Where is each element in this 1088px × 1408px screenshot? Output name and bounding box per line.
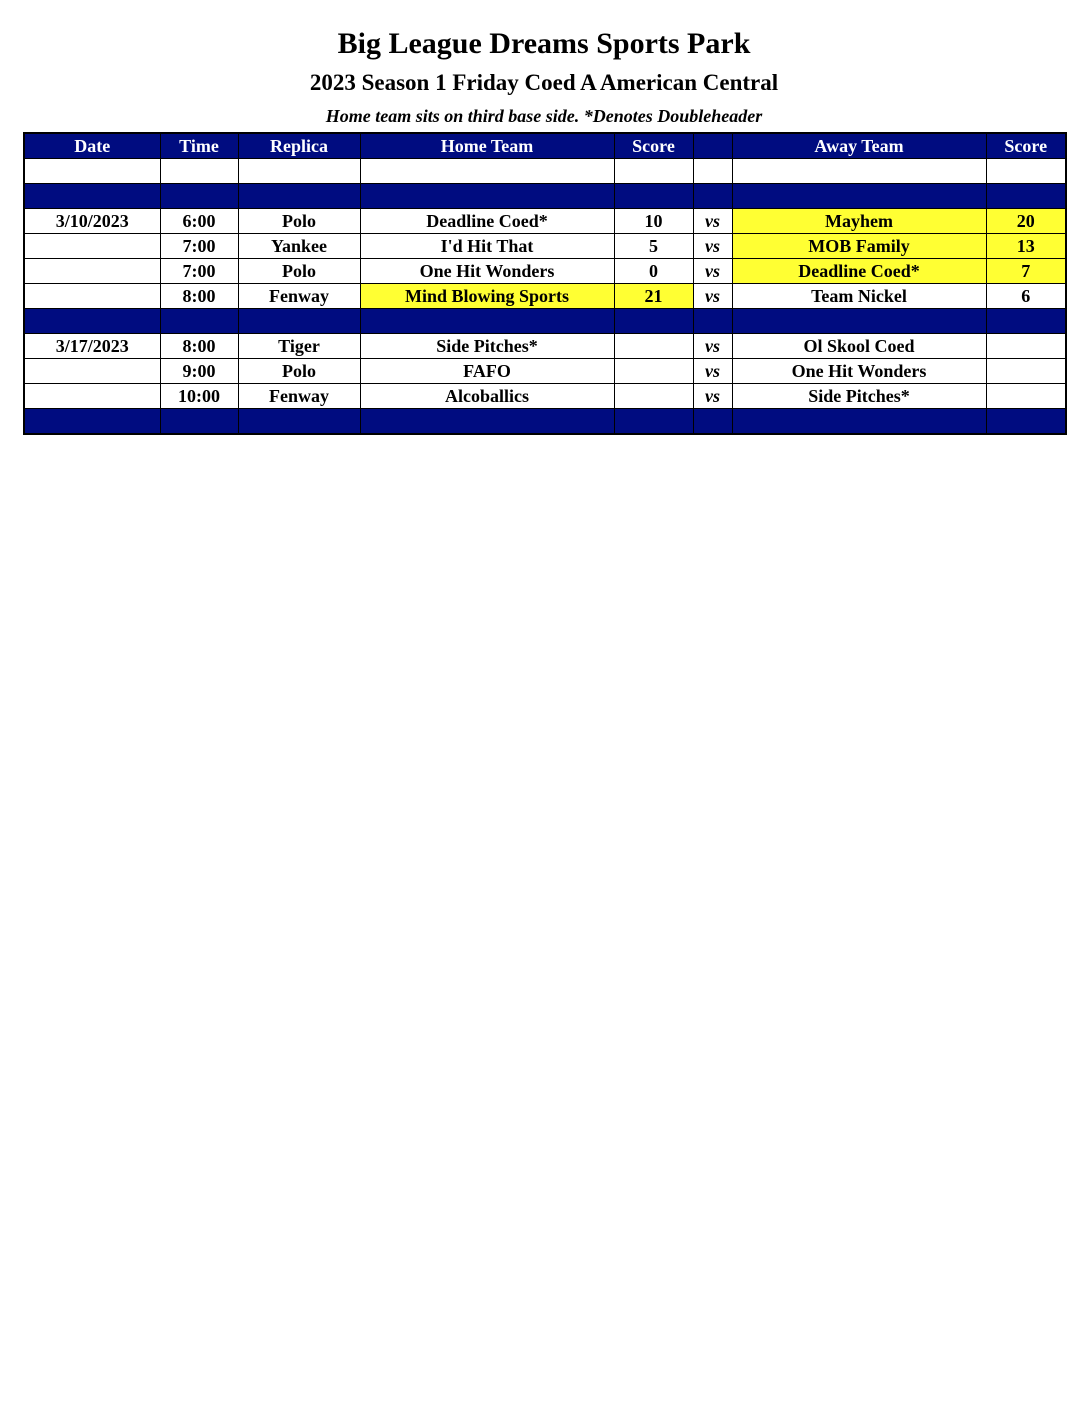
- away-score: [986, 334, 1066, 359]
- vs-label: vs: [693, 209, 732, 234]
- home-team: I'd Hit That: [360, 234, 614, 259]
- home-score: 0: [614, 259, 693, 284]
- game-row: [24, 384, 1066, 409]
- vs-label: vs: [693, 259, 732, 284]
- game-row: [24, 284, 1066, 309]
- away-score: 20: [986, 209, 1066, 234]
- divider-row: [24, 409, 1066, 435]
- game-date: [24, 384, 160, 409]
- vs-label: vs: [693, 284, 732, 309]
- game-date: [24, 234, 160, 259]
- col-header-vs: [693, 133, 732, 159]
- home-team: One Hit Wonders: [360, 259, 614, 284]
- home-score: 10: [614, 209, 693, 234]
- page-note: Home team sits on third base side. *Denotes Doubleheader: [325, 106, 763, 126]
- home-score: [614, 334, 693, 359]
- game-date: 3/17/2023: [24, 334, 160, 359]
- game-row: [24, 234, 1066, 259]
- schedule-table: [23, 132, 1067, 435]
- vs-label: vs: [693, 334, 732, 359]
- away-team: Side Pitches*: [732, 384, 986, 409]
- game-date: [24, 284, 160, 309]
- vs-label: vs: [693, 234, 732, 259]
- away-team: MOB Family: [732, 234, 986, 259]
- header-row: [24, 133, 1066, 159]
- col-header-home-score: Score: [614, 133, 693, 159]
- vs-label: vs: [693, 359, 732, 384]
- col-header-replica: Replica: [238, 133, 360, 159]
- home-team: Alcoballics: [360, 384, 614, 409]
- game-time: 8:00: [160, 334, 238, 359]
- home-team: Deadline Coed*: [360, 209, 614, 234]
- game-time: 6:00: [160, 209, 238, 234]
- game-time: 7:00: [160, 259, 238, 284]
- away-team: Deadline Coed*: [732, 259, 986, 284]
- game-replica: Tiger: [238, 334, 360, 359]
- away-team: Team Nickel: [732, 284, 986, 309]
- home-score: [614, 384, 693, 409]
- home-team: Side Pitches*: [360, 334, 614, 359]
- game-time: 7:00: [160, 234, 238, 259]
- game-replica: Polo: [238, 359, 360, 384]
- home-score: 5: [614, 234, 693, 259]
- col-header-home-team: Home Team: [360, 133, 614, 159]
- home-score: 21: [614, 284, 693, 309]
- game-replica: Fenway: [238, 284, 360, 309]
- game-time: 10:00: [160, 384, 238, 409]
- spacer-row: [24, 159, 1066, 184]
- game-row: [24, 259, 1066, 284]
- away-team: One Hit Wonders: [732, 359, 986, 384]
- away-score: [986, 359, 1066, 384]
- game-row: [24, 334, 1066, 359]
- col-header-away-team: Away Team: [732, 133, 986, 159]
- page-title: Big League Dreams Sports Park: [337, 27, 751, 60]
- away-score: 6: [986, 284, 1066, 309]
- away-team: Mayhem: [732, 209, 986, 234]
- game-time: 8:00: [160, 284, 238, 309]
- game-time: 9:00: [160, 359, 238, 384]
- col-header-date: Date: [24, 133, 160, 159]
- game-date: [24, 359, 160, 384]
- away-score: 7: [986, 259, 1066, 284]
- col-header-away-score: Score: [986, 133, 1066, 159]
- game-replica: Yankee: [238, 234, 360, 259]
- page-subtitle: 2023 Season 1 Friday Coed A American Central: [309, 70, 779, 95]
- game-replica: Polo: [238, 259, 360, 284]
- away-team: Ol Skool Coed: [732, 334, 986, 359]
- home-team: Mind Blowing Sports: [360, 284, 614, 309]
- game-row: [24, 209, 1066, 234]
- game-row: [24, 359, 1066, 384]
- away-score: [986, 384, 1066, 409]
- game-date: 3/10/2023: [24, 209, 160, 234]
- divider-row: [24, 309, 1066, 334]
- home-score: [614, 359, 693, 384]
- game-replica: Fenway: [238, 384, 360, 409]
- col-header-time: Time: [160, 133, 238, 159]
- game-date: [24, 259, 160, 284]
- game-replica: Polo: [238, 209, 360, 234]
- home-team: FAFO: [360, 359, 614, 384]
- vs-label: vs: [693, 384, 732, 409]
- divider-row: [24, 184, 1066, 209]
- away-score: 13: [986, 234, 1066, 259]
